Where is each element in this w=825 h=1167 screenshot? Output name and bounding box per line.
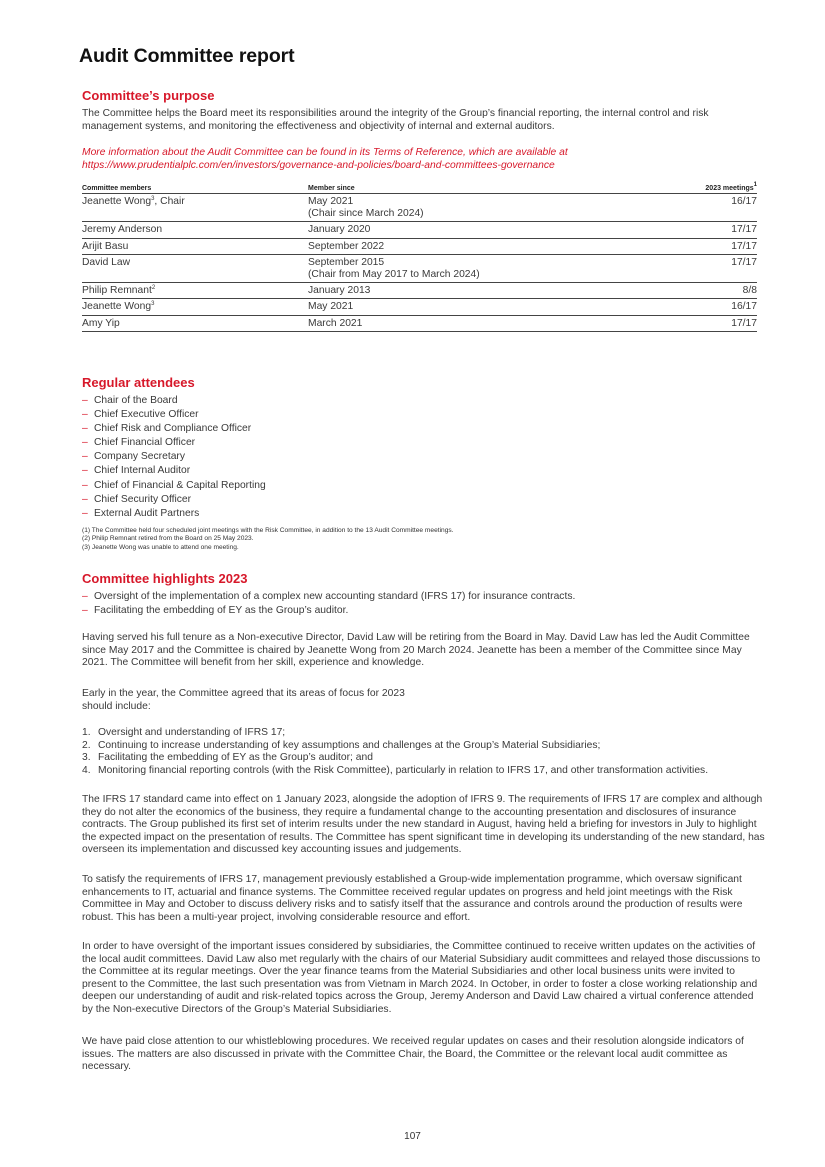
meetings-attended: 16/17 <box>608 299 757 315</box>
list-item: – Chief Executive Officer <box>82 409 199 421</box>
list-item: – Chief of Financial & Capital Reporting <box>82 479 266 491</box>
member-name: Jeremy Anderson <box>82 222 308 238</box>
list-item: – Facilitating the embedding of EY as the Group’s auditor. <box>82 605 349 617</box>
purpose-body: The Committee helps the Board meet its responsibilities around the integrity of the Group’s financial reporting, the internal control and risk management systems, and monitoring the effectiveness and objectivity of internal and external auditors. <box>82 108 709 132</box>
paragraph-3: The IFRS 17 standard came into effect on 1 January 2023, alongside the adoption of IFRS 9. The requirements of IFRS 17 are complex and although they do not alter the economics of the business, they require a fundamental change to the accounting presentation and disclosures of insurance contracts. The Group published its first set of interim results under the new standard in August, having held a briefing for investors in July to highlight the expected impact on the presentation of results. The Committee has spent significant time in developing its understanding of the new standard, has overseen its implementation and discussed key accounting issues and judgements. <box>82 794 765 856</box>
list-item: – Chief Risk and Compliance Officer <box>82 423 252 435</box>
list-item: – Chief Financial Officer <box>82 437 196 449</box>
paragraph-6: We have paid close attention to our whistleblowing procedures. We received regular updates on cases and their resolution alongside indicators of issues. The matters are also discussed in private with the Committee Chair, the Board, the Committee or the relevant local audit committee as necessary. <box>82 1036 744 1073</box>
purpose-heading: Committee’s purpose <box>82 88 215 103</box>
member-name: Arijit Basu <box>82 238 308 254</box>
attendees-list <box>82 394 767 521</box>
col-header-meetings: 2023 meetings$^1$ <box>608 181 757 194</box>
list-item: – Chief Security Officer <box>82 493 192 505</box>
member-since: March 2021 <box>308 315 608 331</box>
list-item: 3. Facilitating the embedding of EY as the Group’s auditor; and <box>82 752 373 764</box>
list-item: 2. Continuing to increase understanding of key assumptions and challenges at the Group’s Material Subsidiaries; <box>82 739 601 751</box>
meetings-attended: 17/17 <box>608 222 757 238</box>
member-name: Jeanette Wong$^3$, Chair <box>82 194 308 222</box>
focus-list <box>82 727 767 777</box>
page-number: 107 <box>404 1131 421 1142</box>
table-row <box>82 222 757 238</box>
meetings-attended: 8/8 <box>608 283 757 299</box>
attendees-heading: Regular attendees <box>82 375 195 390</box>
paragraph-2: Early in the year, the Committee agreed that its areas of focus for 2023 should include: <box>82 688 405 712</box>
col-header-since: Member since <box>308 181 608 194</box>
paragraph-4: To satisfy the requirements of IFRS 17, management previously established a Group-wide implementation programme, which oversaw significant enhancements to IT, actuarial and finance systems. The Committee received regular updates on progress and held joint meetings with the Risk Committee in May and October to discuss delivery risks and to satisfy itself that the assurance and controls around the production of results were robust. This has been a multi-year project, involving considerable resource and effort. <box>82 874 743 923</box>
highlights-heading: Committee highlights 2023 <box>82 571 248 586</box>
highlights-list <box>82 590 767 618</box>
col-header-members: Committee members <box>82 181 308 194</box>
member-name: Jeanette Wong$^3$ <box>82 299 308 315</box>
member-since: September 2015 (Chair from May 2017 to March 2024) <box>308 254 608 282</box>
page-title: Audit Committee report <box>79 45 295 67</box>
table-row <box>82 254 757 282</box>
list-item: – Company Secretary <box>82 451 185 463</box>
footnote: (1) The Committee held four scheduled joint meetings with the Risk Committee, in addition to the 13 Audit Committee meetings. <box>82 527 454 534</box>
list-item: – External Audit Partners <box>82 507 200 519</box>
list-item: – Chair of the Board <box>82 395 178 406</box>
meetings-attended: 16/17 <box>608 194 757 222</box>
list-item: 1. Oversight and understanding of IFRS 17; <box>82 727 286 738</box>
footnotes <box>82 527 767 552</box>
member-name: Philip Remnant$^2$ <box>82 283 308 299</box>
table-row <box>82 283 757 299</box>
table-row <box>82 194 757 222</box>
table-row <box>82 238 757 254</box>
table-row <box>82 299 757 315</box>
meetings-attended: 17/17 <box>608 315 757 331</box>
member-since: January 2020 <box>308 222 608 238</box>
members-table-wrap <box>82 181 767 332</box>
member-since: May 2021 (Chair since March 2024) <box>308 194 608 222</box>
more-info-text: More information about the Audit Committee can be found in its Terms of Reference, which are available at https://www.prudentialplc.com/en/investors/governance-and-policies/board-and-committees-governance <box>82 147 568 171</box>
paragraph-1: Having served his full tenure as a Non-executive Director, David Law will be retiring from the Board in May. David Law has led the Audit Committee since May 2017 and the Committee is chaired by Jeanette Wong from 20 March 2024. Jeanette has been a member of the Committee since May 2021. The Committee will benefit from her skill, experience and knowledge. <box>82 632 750 669</box>
member-since: September 2022 <box>308 238 608 254</box>
meetings-attended: 17/17 <box>608 254 757 282</box>
member-name: Amy Yip <box>82 315 308 331</box>
meetings-attended: 17/17 <box>608 238 757 254</box>
paragraph-5: In order to have oversight of the important issues considered by subsidiaries, the Committee continued to receive written updates on the activities of the local audit committees. David Law also met regularly with the chairs of our Material Subsidiary audit committees and relayed those discussions to the Committee at its regular meetings. Over the year finance teams from the Material Subsidiaries and other local business units were invited to present to the Committee, the last such presentation was from Vietnam in March 2024. In October, in order to foster a close working relationship and deepen our understanding of audit and risk-related topics across the Group, Jeremy Anderson and David Law chaired a virtual conference attended by the Non-executive Directors of the Group’s Material Subsidiaries. <box>82 941 761 1015</box>
footnote: (3) Jeanette Wong was unable to attend one meeting. <box>82 543 239 551</box>
members-table <box>82 181 757 332</box>
list-item: – Oversight of the implementation of a complex new accounting standard (IFRS 17) for insurance contracts. <box>82 591 576 602</box>
member-since: January 2013 <box>308 283 608 299</box>
table-row <box>82 315 757 331</box>
list-item: 4. Monitoring financial reporting controls (with the Risk Committee), particularly in relation to IFRS 17, and other transformation activities. <box>82 764 709 776</box>
member-since: May 2021 <box>308 299 608 315</box>
list-item: – Chief Internal Auditor <box>82 465 191 477</box>
member-name: David Law <box>82 254 308 282</box>
footnote: (2) Philip Remnant retired from the Board on 25 May 2023. <box>82 535 254 543</box>
